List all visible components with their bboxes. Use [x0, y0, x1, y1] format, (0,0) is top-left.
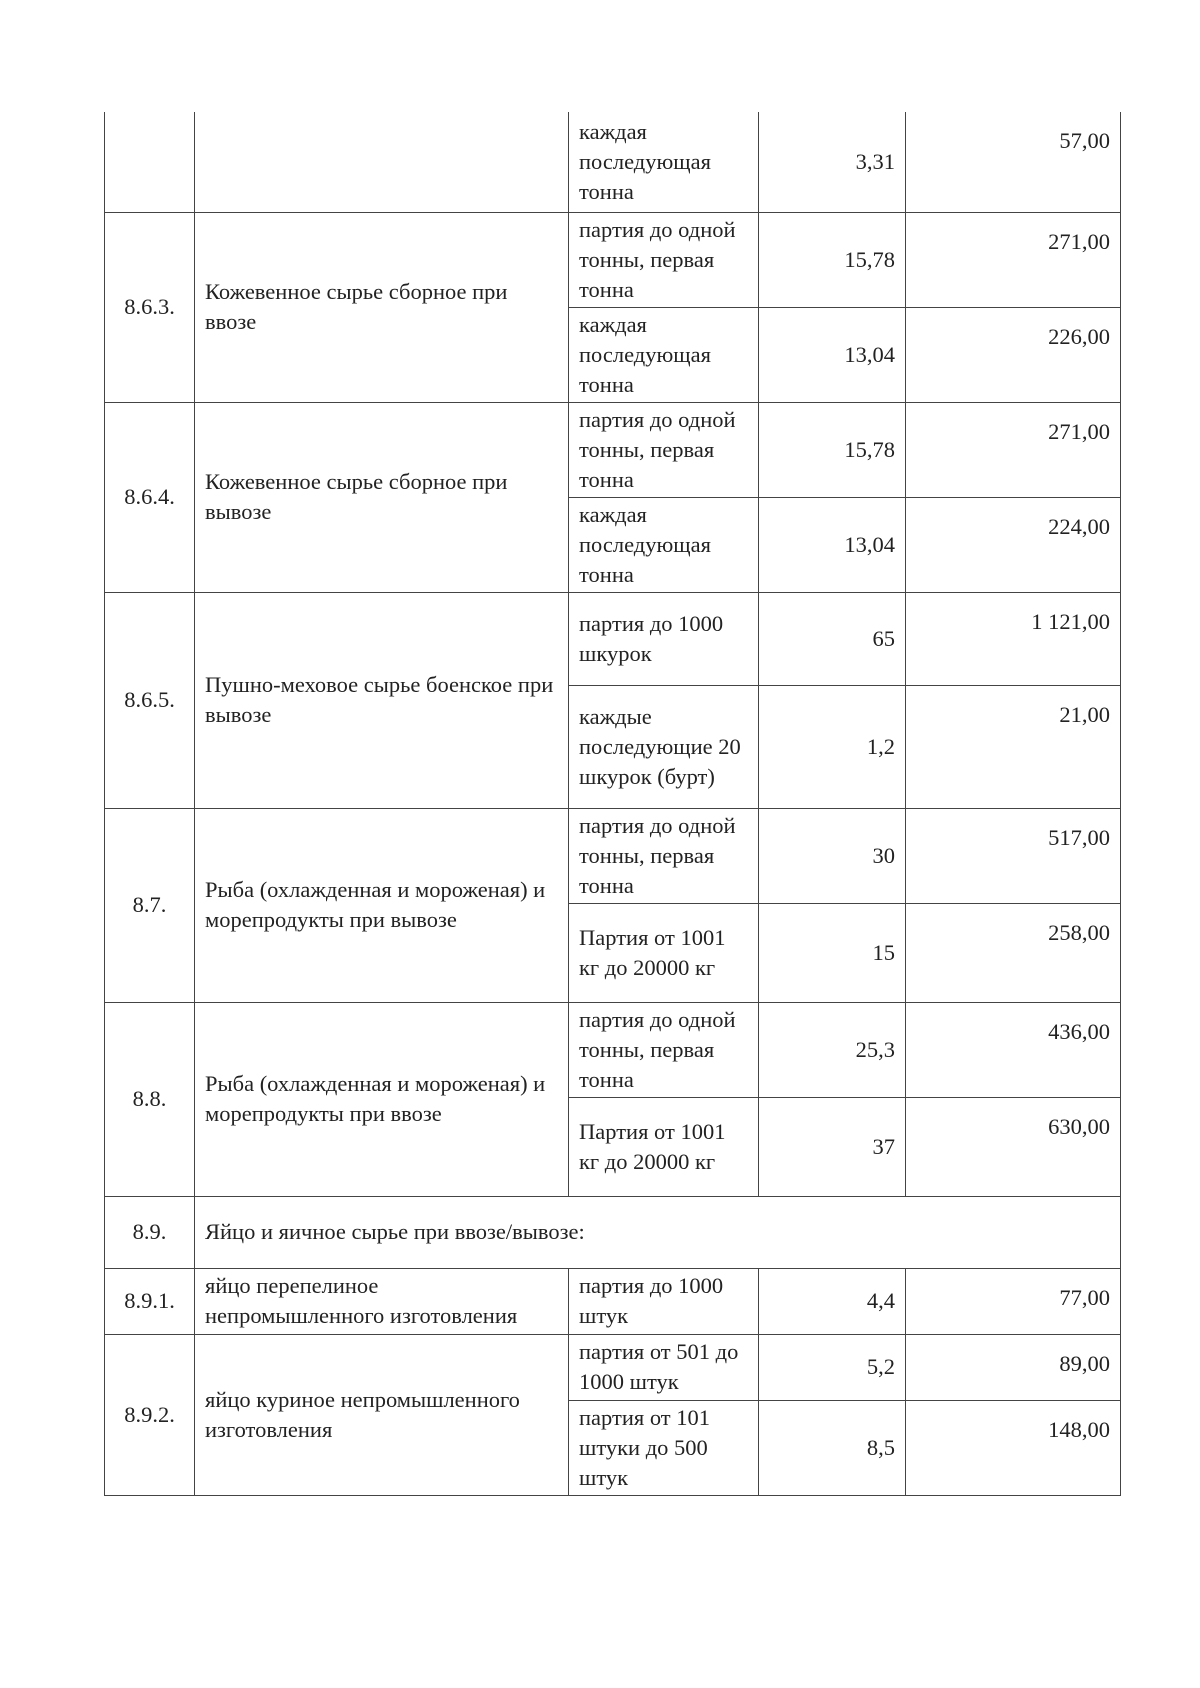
- cell-num: [105, 112, 195, 212]
- table-row: [105, 1196, 1121, 1268]
- table-row: [105, 1268, 1121, 1334]
- table-row: [105, 112, 1121, 212]
- cell-price: 57,00: [906, 112, 1121, 212]
- cell-unit: Партия от 1001 кг до 20000 кг: [569, 903, 759, 1002]
- cell-rate: 15,78: [759, 402, 906, 497]
- cell-unit: партия до одной тонны, первая тонна: [569, 212, 759, 307]
- cell-unit: партия до одной тонны, первая тонна: [569, 402, 759, 497]
- cell-price: 271,00: [906, 212, 1121, 307]
- cell-name: Кожевенное сырье сборное при вывозе: [195, 402, 569, 592]
- cell-unit: партия до одной тонны, первая тонна: [569, 808, 759, 903]
- cell-rate: 37: [759, 1097, 906, 1196]
- cell-price: 517,00: [906, 808, 1121, 903]
- table-row: [105, 1002, 1121, 1097]
- cell-rate: 13,04: [759, 307, 906, 402]
- table-row: [105, 1334, 1121, 1400]
- cell-unit: каждая последующая тонна: [569, 112, 759, 212]
- cell-rate: 65: [759, 592, 906, 685]
- cell-rate: 30: [759, 808, 906, 903]
- cell-rate: 15: [759, 903, 906, 1002]
- cell-name: Кожевенное сырье сборное при ввозе: [195, 212, 569, 402]
- cell-unit: каждая последующая тонна: [569, 497, 759, 592]
- cell-rate: 13,04: [759, 497, 906, 592]
- cell-price: 271,00: [906, 402, 1121, 497]
- cell-num: 8.9.: [105, 1196, 195, 1268]
- cell-price: 1 121,00: [906, 592, 1121, 685]
- cell-name: Пушно-меховое сырье боенское при вывозе: [195, 592, 569, 808]
- cell-num: 8.6.5.: [105, 592, 195, 808]
- table-row: [105, 592, 1121, 685]
- cell-unit: партия до 1000 штук: [569, 1268, 759, 1334]
- cell-rate: 5,2: [759, 1334, 906, 1400]
- tariff-table: [104, 112, 1121, 1496]
- cell-rate: 25,3: [759, 1002, 906, 1097]
- table-row: [105, 212, 1121, 307]
- cell-num: 8.9.1.: [105, 1268, 195, 1334]
- cell-price: 630,00: [906, 1097, 1121, 1196]
- cell-price: 224,00: [906, 497, 1121, 592]
- cell-num: 8.7.: [105, 808, 195, 1002]
- cell-name: Рыба (охлажденная и мороженая) и морепродукты при ввозе: [195, 1002, 569, 1196]
- cell-unit: партия до одной тонны, первая тонна: [569, 1002, 759, 1097]
- cell-price: 21,00: [906, 685, 1121, 808]
- cell-num: 8.6.3.: [105, 212, 195, 402]
- cell-num: 8.8.: [105, 1002, 195, 1196]
- cell-rate: 1,2: [759, 685, 906, 808]
- cell-rate: 15,78: [759, 212, 906, 307]
- cell-price: 77,00: [906, 1268, 1121, 1334]
- cell-rate: 3,31: [759, 112, 906, 212]
- table-row: [105, 402, 1121, 497]
- cell-price: 436,00: [906, 1002, 1121, 1097]
- cell-price: 258,00: [906, 903, 1121, 1002]
- cell-unit: каждые последующие 20 шкурок (бурт): [569, 685, 759, 808]
- table-row: [105, 808, 1121, 903]
- cell-unit: каждая последующая тонна: [569, 307, 759, 402]
- cell-price: 148,00: [906, 1400, 1121, 1495]
- cell-unit: Партия от 1001 кг до 20000 кг: [569, 1097, 759, 1196]
- cell-price: 89,00: [906, 1334, 1121, 1400]
- cell-name: яйцо куриное непромышленного изготовления: [195, 1334, 569, 1495]
- cell-num: 8.6.4.: [105, 402, 195, 592]
- cell-rate: 4,4: [759, 1268, 906, 1334]
- cell-rate: 8,5: [759, 1400, 906, 1495]
- section-title: Яйцо и яичное сырье при ввозе/вывозе:: [195, 1196, 1121, 1268]
- cell-unit: партия от 501 до 1000 штук: [569, 1334, 759, 1400]
- cell-name: яйцо перепелиное непромышленного изготовления: [195, 1268, 569, 1334]
- cell-name: [195, 112, 569, 212]
- cell-name: Рыба (охлажденная и мороженая) и морепродукты при вывозе: [195, 808, 569, 1002]
- cell-unit: партия до 1000 шкурок: [569, 592, 759, 685]
- cell-price: 226,00: [906, 307, 1121, 402]
- cell-num: 8.9.2.: [105, 1334, 195, 1495]
- cell-unit: партия от 101 штуки до 500 штук: [569, 1400, 759, 1495]
